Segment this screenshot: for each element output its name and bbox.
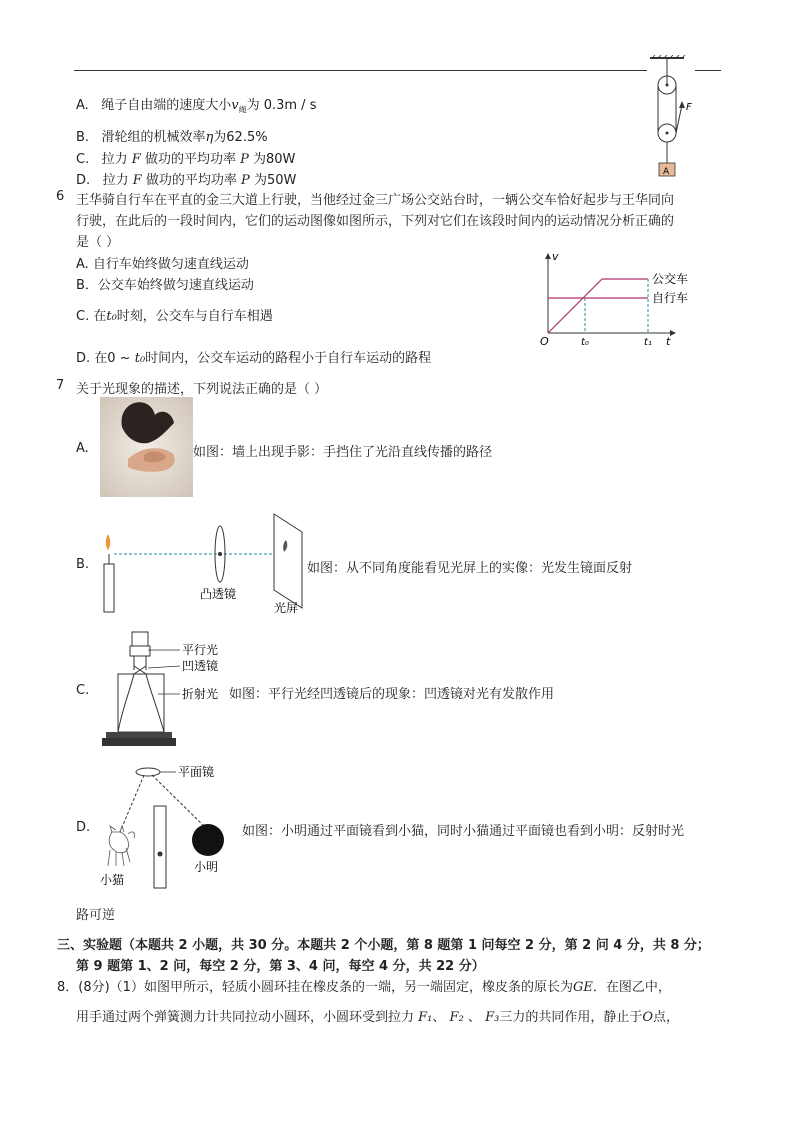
- plane-mirror-figure: [98, 762, 238, 892]
- q6-stem-line1: 王华骑自行车在平直的金三大道上行驶，当他经过金三广场公交站台时，一辆公交车恰好起步与王华同向: [76, 193, 675, 208]
- q7-option-c-text: 如图：平行光经凹透镜后的现象：凹透镜对光有发散作用: [229, 687, 555, 702]
- q8-line1: 8．(8分)（1）如图甲所示，轻质小圆环挂在橡皮条的一端，另一端固定，橡皮条的原长为GE．在图乙中，: [57, 980, 671, 995]
- convex-lens-label: 凸透镜: [200, 587, 237, 601]
- q5-option-c: C. 拉力 F 做功的平均功率 P 为80W: [76, 152, 296, 167]
- q6-number: 6: [56, 189, 65, 204]
- hand-shadow-photo: [100, 397, 193, 497]
- refracted-light-label: 折射光: [182, 687, 219, 701]
- vt-bike-label: 自行车: [652, 291, 689, 305]
- q8-line2: 用手通过两个弹簧测力计共同拉动小圆环，小圆环受到拉力 F₁、 F₂ 、 F₃三力的共同作用，静止于O点，: [76, 1010, 680, 1025]
- screen-label: 光屏: [274, 601, 299, 615]
- q6-option-c: C. 在t₀时刻，公交车与自行车相遇: [76, 309, 273, 324]
- q7-number: 7: [56, 378, 65, 393]
- vt-bus-label: 公交车: [652, 272, 689, 286]
- q5-option-a: A. 绳子自由端的速度大小$v_绳$为 0.3m / s: [76, 98, 317, 115]
- vt-xlabel: t: [666, 335, 671, 348]
- pulley-figure: [648, 55, 698, 180]
- vt-graph: [538, 248, 723, 348]
- q6-stem-line2: 行驶，在此后的一段时间内，它们的运动图像如图所示，下列对它们在该段时间内的运动情况分析正确的: [76, 214, 675, 229]
- concave-lens-label: 凹透镜: [182, 659, 219, 673]
- pulley-force-label: F: [686, 102, 692, 113]
- q6-option-d: D. 在0 ~ t₀时间内，公交车运动的路程小于自行车运动的路程: [76, 351, 432, 366]
- q7-stem: 关于光现象的描述，下列说法正确的是（ ）: [76, 382, 328, 397]
- q7-option-a-text: 如图：墙上出现手影：手挡住了光沿直线传播的路径: [193, 445, 493, 460]
- q7-option-b-letter: B.: [76, 557, 90, 572]
- parallel-light-label: 平行光: [182, 643, 219, 657]
- section3-line1: 三、实验题（本题共 2 小题，共 30 分。本题共 2 个小题，第 8 题第 1 问每空 2 分，第 2 问 4 分，共 8 分；: [57, 938, 710, 953]
- cat-label: 小猫: [100, 873, 125, 887]
- q5-option-b: B. 滑轮组的机械效率η为62.5%: [76, 130, 268, 145]
- q5-option-d: D. 拉力 F 做功的平均功率 P 为50W: [76, 173, 297, 188]
- header-rule: [74, 70, 647, 71]
- q7-option-b-text: 如图：从不同角度能看见光屏上的实像：光发生镜面反射: [307, 561, 633, 576]
- bus-line-accel: [548, 279, 602, 333]
- vt-t1-label: t₁: [644, 337, 652, 348]
- q7-option-d-text: 如图：小明通过平面镜看到小猫，同时小猫通过平面镜也看到小明：反射时光: [242, 824, 685, 839]
- header-rule-right: [695, 70, 721, 71]
- q7-option-d-letter: D.: [76, 820, 91, 835]
- q6-stem-line3: 是（ ）: [76, 235, 120, 250]
- section3-line2: 第 9 题第 1、2 问，每空 2 分，第 3、4 问，每空 4 分，共 22 分）: [76, 959, 485, 974]
- vt-origin: O: [540, 335, 549, 348]
- q7-option-c-letter: C.: [76, 683, 90, 698]
- vt-ylabel: v: [552, 250, 559, 263]
- ming-label: 小明: [194, 860, 219, 874]
- concave-lens-figure: [100, 630, 230, 748]
- q7-option-d-cont: 路可逆: [76, 908, 116, 923]
- q6-option-b: B．公交车始终做匀速直线运动: [76, 278, 254, 293]
- q6-option-a: A. 自行车始终做匀速直线运动: [76, 257, 249, 272]
- q7-option-a-letter: A.: [76, 441, 89, 456]
- pulley-block-label: A: [663, 167, 670, 177]
- vt-t0-label: t₀: [581, 337, 589, 348]
- mirror-label: 平面镜: [178, 765, 215, 779]
- convex-lens-figure: [98, 512, 308, 617]
